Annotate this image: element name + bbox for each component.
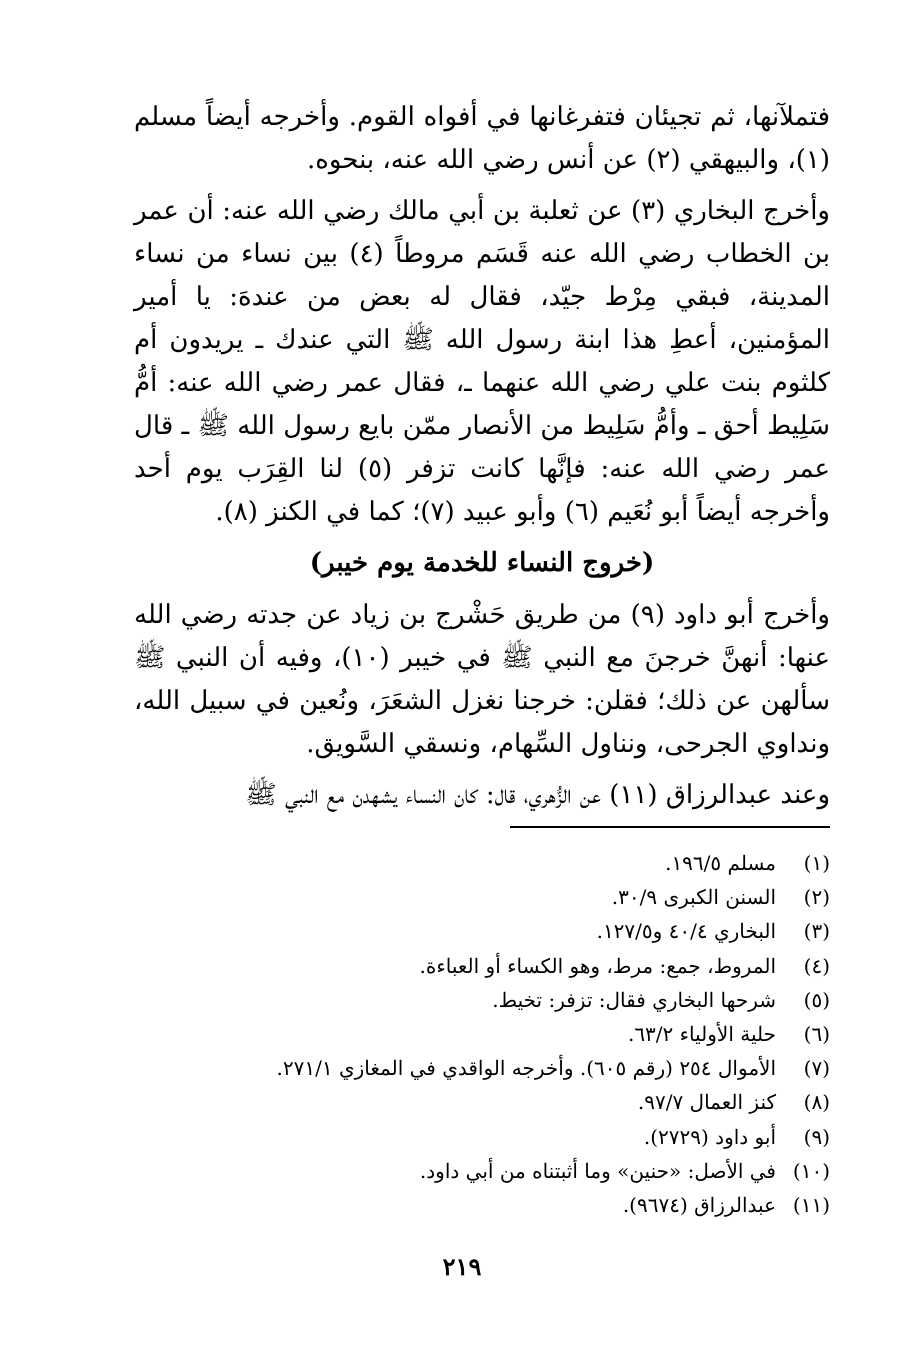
footnote-text: البخاري ٤٠/٤ و١٢٧/٥. <box>596 919 776 944</box>
footnote-number: (١٠) <box>792 1158 830 1183</box>
footnote-number: (٢) <box>803 885 830 910</box>
footnote-text: السنن الكبرى ٣٠/٩. <box>611 885 776 910</box>
footnote-item <box>134 880 830 914</box>
footnote-item <box>134 1188 830 1222</box>
footnote-number: (١١) <box>792 1193 830 1218</box>
paragraph-1: فتملآنها، ثم تجيئان فتفرغانها في أفواه القوم. وأخرجه أيضاً مسلم (١)، والبيهقي (٢) عن أنس رضي الله عنه، بنحوه. <box>134 102 830 175</box>
footnote-number: (٥) <box>803 987 830 1012</box>
footnote-item <box>134 983 830 1017</box>
main-text <box>134 96 830 817</box>
footnote-separator <box>510 826 830 828</box>
footnote-number: (٤) <box>803 953 830 978</box>
paragraph-2: وأخرج البخاري (٣) عن ثعلبة بن أبي مالك رضي الله عنه: أن عمر بن الخطاب رضي الله عنه قَسَم مروطاً (٤) بين نساء من نساء المدينة، فبقي مِرْط جيّد، فقال له بعض من عندهَ: يا أمير المؤمنين، أعطِ هذا ابنة رسول الله ﷺ التي عندك ـ يريدون أم كلثوم بنت علي رضي الله عنهما ـ، فقال عمر رضي الله عنه: أمُّ سَلِيط أحق ـ وأمُّ سَلِيط من الأنصار ممّن بايع رسول الله ﷺ ـ قال عمر رضي الله عنه: فإنَّها كانت تزفر (٥) لنا القِرَب يوم أحد وأخرجه أيضاً أبو نُعَيم (٦) وأبو عبيد (٧)؛ كما في الكنز (٨). <box>134 196 830 527</box>
footnote-text: الأموال ٢٥٤ (رقم ٦٠٥). وأخرجه الواقدي في المغازي ٢٧١/١. <box>276 1056 776 1081</box>
footnote-number: (٩) <box>803 1124 830 1149</box>
footnote-text: مسلم ١٩٦/٥. <box>665 851 776 875</box>
footnote-text: حلية الأولياء ٦٣/٢. <box>627 1022 776 1047</box>
footnote-text: المروط، جمع: مرط، وهو الكساء أو العباءة. <box>419 953 776 978</box>
footnote-number: (٦) <box>803 1022 830 1047</box>
footnote-item <box>134 1017 830 1051</box>
footnote-text: عبدالرزاق (٩٦٧٤). <box>622 1193 776 1218</box>
footnote-text: في الأصل: «حنين» وما أثبتناه من أبي داود. <box>419 1158 776 1183</box>
footnote-text: كنز العمال ٩٧/٧. <box>637 1090 776 1115</box>
footnote-item <box>134 949 830 983</box>
footnote-item <box>134 846 830 880</box>
footnote-text: أبو داود (٢٧٢٩). <box>643 1124 776 1149</box>
paragraph-4: وعند عبدالرزاق (١١) عن الزُّهري، قال: كان النساء يشهدن مع النبي ﷺ <box>245 780 830 810</box>
footnotes-list <box>134 846 830 1222</box>
footnote-item <box>134 1120 830 1154</box>
footnote-number: (٣) <box>803 919 830 944</box>
footnote-item <box>134 1154 830 1188</box>
section-heading: (خروج النساء للخدمة يوم خيبر) <box>309 548 655 578</box>
footnote-item <box>134 1051 830 1085</box>
footnote-text: شرحها البخاري فقال: تزفر: تخيط. <box>492 987 776 1012</box>
footnote-number: (١) <box>803 851 830 875</box>
footnote-number: (٧) <box>803 1056 830 1081</box>
footnote-number: (٨) <box>803 1090 830 1115</box>
footnote-item <box>134 1085 830 1119</box>
page-number: ٢١٩ <box>442 1252 482 1281</box>
footnote-item <box>134 914 830 948</box>
paragraph-3: وأخرج أبو داود (٩) من طريق حَشْرج بن زياد عن جدته رضي الله عنها: أنهنَّ خرجنَ مع النبي ﷺ في خيبر (١٠)، وفيه أن النبي ﷺ سألهن عن ذلك؛ فقلن: خرجنا نغزل الشعَرَ، ونُعين في سبيل الله، ونداوي الجرحى، ونناول السِّهام، ونسقي السَّويق. <box>134 600 830 759</box>
